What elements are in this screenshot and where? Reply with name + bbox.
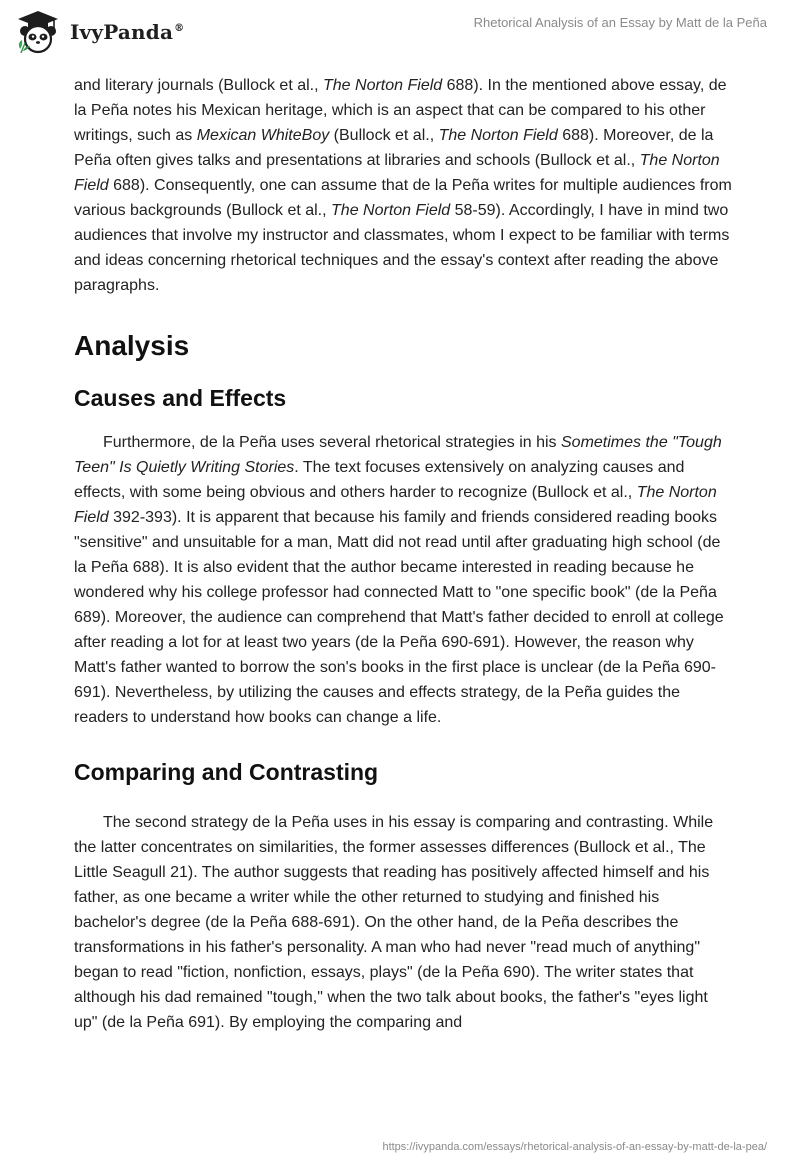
text-run: Furthermore, de la Peña uses several rhetorical strategies in his — [103, 434, 561, 451]
book-title: Mexican WhiteBoy — [196, 127, 330, 144]
heading-comparing-contrasting: Comparing and Contrasting — [74, 759, 379, 785]
text-run: 688). Moreover, de la Peña often gives talks and presentations at libraries and schools (Bullock et al., — [74, 127, 714, 169]
essay-title: Sometimes the "Tough Teen" Is Quietly Writing Stories — [74, 434, 722, 476]
citation-title: The Norton Field — [74, 484, 717, 526]
paragraph-causes-effects — [74, 430, 734, 730]
citation-title: The Norton Field — [323, 77, 443, 94]
text-run: . The text focuses extensively on analyzing causes and effects, with some being obvious and others harder to recognize (Bullock et al., — [74, 459, 685, 501]
paragraph-comparing-contrasting: The second strategy de la Peña uses in his essay is comparing and contrasting. While the latter concentrates on similarities, the former assesses differences (Bullock et al., The Little Seagull 21). The author suggests that reading has positively affected himself and his father, as one became a writer while the other returned to studying and finished his bachelor's degree (de la Peña 688-691). On the other hand, de la Peña describes the transformations in his father's personality. A man who had never "read much of anything" began to read "fiction, nonfiction, essays, plays" (de la Peña 690). The writer states that although his dad remained "tough," when the two talk about books, the father's "eyes light up" (de la Peña 691). By employing the comparing and — [74, 814, 714, 1031]
panda-graduate-icon — [14, 9, 62, 55]
brand-text: IvyPanda — [70, 20, 174, 44]
heading-causes-effects: Causes and Effects — [74, 385, 287, 411]
citation-title: The Norton Field — [74, 152, 720, 194]
citation-title: The Norton Field — [438, 127, 558, 144]
page-header — [0, 0, 800, 64]
site-logo[interactable] — [14, 9, 184, 55]
brand-name — [70, 20, 184, 44]
text-run: and literary journals (Bullock et al., — [74, 77, 323, 94]
essay-content — [74, 73, 734, 1035]
text-run: 688). Consequently, one can assume that de la Peña writes for multiple audiences from various backgrounds (Bullock et al., — [74, 177, 732, 219]
text-run: (Bullock et al., — [329, 127, 439, 144]
text-run: 392-393). It is apparent that because his family and friends considered reading books "sensitive" and unsuitable for a man, Matt did not read until after graduating high school (de la Peña 688). It is also evident that the author became interested in reading because he wondered why his college professor had connected Matt to "one specific book" (de la Peña 689). Moreover, the audience can comprehend that Matt's father decided to enroll at college after reading a lot for at least two years (de la Peña 690-691). However, the reason why Matt's father wanted to borrow the son's books in the first place is unclear (de la Peña 690-691). Nevertheless, by utilizing the causes and effects strategy, de la Peña guides the readers to understand how books can change a life. — [74, 509, 724, 726]
source-url: https://ivypanda.com/essays/rhetorical-analysis-of-an-essay-by-matt-de-la-pea/ — [382, 1141, 767, 1153]
text-run: 688). In the mentioned above essay, de la Peña notes his Mexican heritage, which is an aspect that can be compared to his other writings, such as — [74, 77, 727, 144]
heading-analysis: Analysis — [74, 330, 190, 361]
citation-title: The Norton Field — [331, 202, 451, 219]
document-title: Rhetorical Analysis of an Essay by Matt de la Peña — [473, 15, 767, 30]
paragraph-intro-continuation — [74, 73, 734, 298]
text-run: 58-59). Accordingly, I have in mind two audiences that involve my instructor and classmates, whom I expect to be familiar with terms and ideas concerning rhetorical techniques and the essay's context after reading the above paragraphs. — [74, 202, 730, 294]
registered-mark: ® — [174, 23, 185, 35]
